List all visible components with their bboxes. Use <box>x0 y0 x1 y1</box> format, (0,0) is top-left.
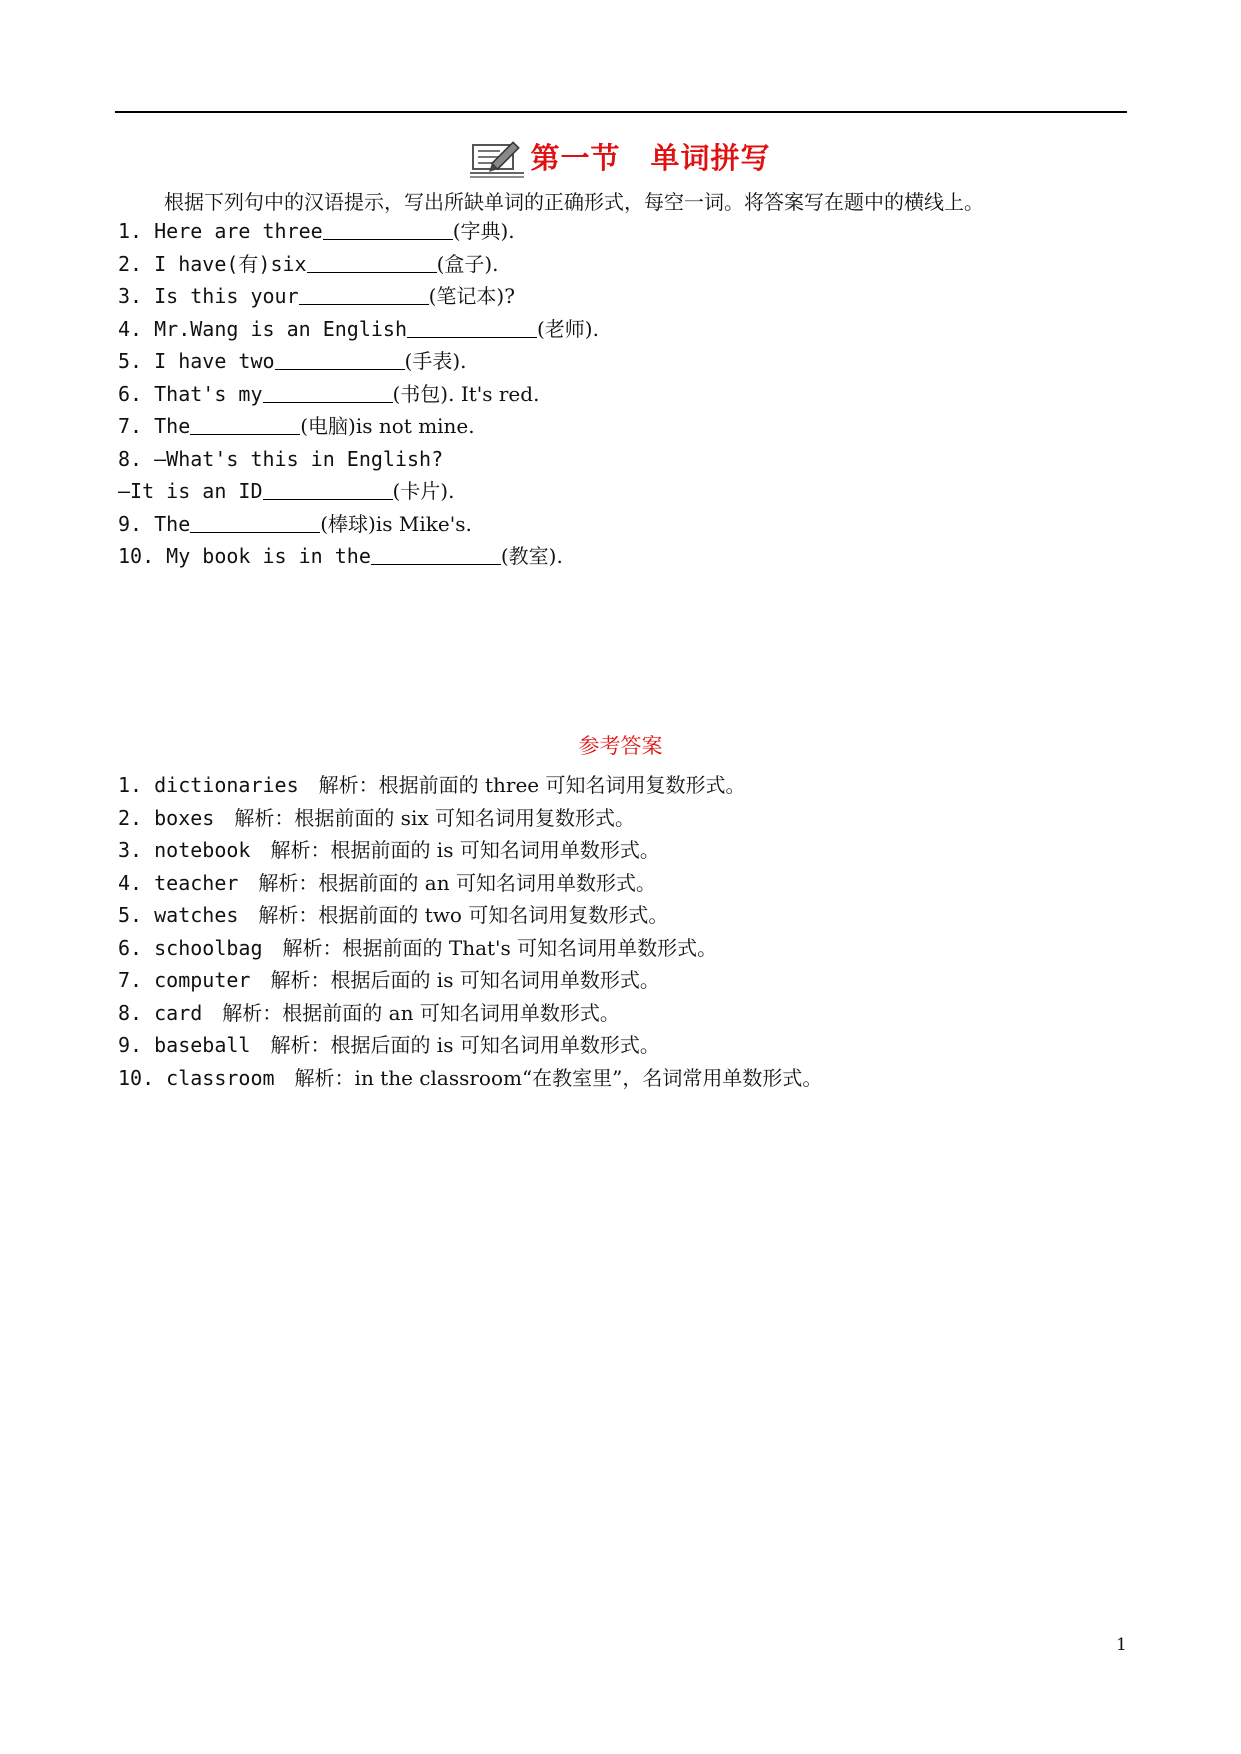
answer-item-9: 9. baseball 解析：根据后面的 is 可知名词用单数形式。 <box>118 1033 660 1057</box>
answer-item-6: 6. schoolbag 解析：根据前面的 That's 可知名词用单数形式。 <box>118 936 718 960</box>
answer-item-3: 3. notebook 解析：根据前面的 is 可知名词用单数形式。 <box>118 838 660 862</box>
answer-blank-3[interactable] <box>299 284 429 305</box>
page-number: 1 <box>1116 1635 1127 1655</box>
instruction-text: 根据下列句中的汉语提示，写出所缺单词的正确形式，每空一词。将答案写在题中的横线上。 <box>164 190 984 214</box>
question-3: 3. Is this your (笔记本)? <box>118 284 515 308</box>
question-10: 10. My book is in the (教室). <box>118 544 563 568</box>
question-2: 2. I have(有)six (盒子). <box>118 252 499 276</box>
header-rule <box>115 111 1127 113</box>
section-title-row <box>0 126 1241 186</box>
question-6: 6. That's my (书包). It's red. <box>118 382 540 406</box>
question-8: 8. —What's this in English? <box>118 447 444 471</box>
answer-item-2: 2. boxes 解析：根据前面的 six 可知名词用复数形式。 <box>118 806 635 830</box>
answer-item-1: 1. dictionaries 解析：根据前面的 three 可知名词用复数形式。 <box>118 773 746 797</box>
answer-item-4: 4. teacher 解析：根据前面的 an 可知名词用单数形式。 <box>118 871 656 895</box>
answer-blank-4[interactable] <box>407 317 537 338</box>
answer-item-7: 7. computer 解析：根据后面的 is 可知名词用单数形式。 <box>118 968 660 992</box>
answer-blank-1[interactable] <box>323 219 453 240</box>
answer-item-5: 5. watches 解析：根据前面的 two 可知名词用复数形式。 <box>118 903 669 927</box>
answer-blank-9[interactable] <box>190 512 320 533</box>
pencil-notebook-icon <box>470 133 526 179</box>
answer-item-8: 8. card 解析：根据前面的 an 可知名词用单数形式。 <box>118 1001 620 1025</box>
question-4: 4. Mr.Wang is an English (老师). <box>118 317 599 341</box>
answer-blank-10[interactable] <box>371 544 501 565</box>
question-7: 7. The (电脑)is not mine. <box>118 414 475 438</box>
section-title: 第一节 单词拼写 <box>530 140 771 175</box>
answer-blank-2[interactable] <box>307 252 437 273</box>
question-1: 1. Here are three (字典). <box>118 219 515 243</box>
answer-blank-8[interactable] <box>263 479 393 500</box>
answer-item-10: 10. classroom 解析：in the classroom“在教室里”，名词常用单数形式。 <box>118 1066 823 1090</box>
question-9: 9. The (棒球)is Mike's. <box>118 512 472 536</box>
answer-blank-5[interactable] <box>275 349 405 370</box>
answer-blank-7[interactable] <box>190 414 300 435</box>
question-8-reply: —It is an ID (卡片). <box>118 479 455 503</box>
question-5: 5. I have two (手表). <box>118 349 467 373</box>
answers-title: 参考答案 <box>578 734 663 758</box>
answer-blank-6[interactable] <box>263 382 393 403</box>
